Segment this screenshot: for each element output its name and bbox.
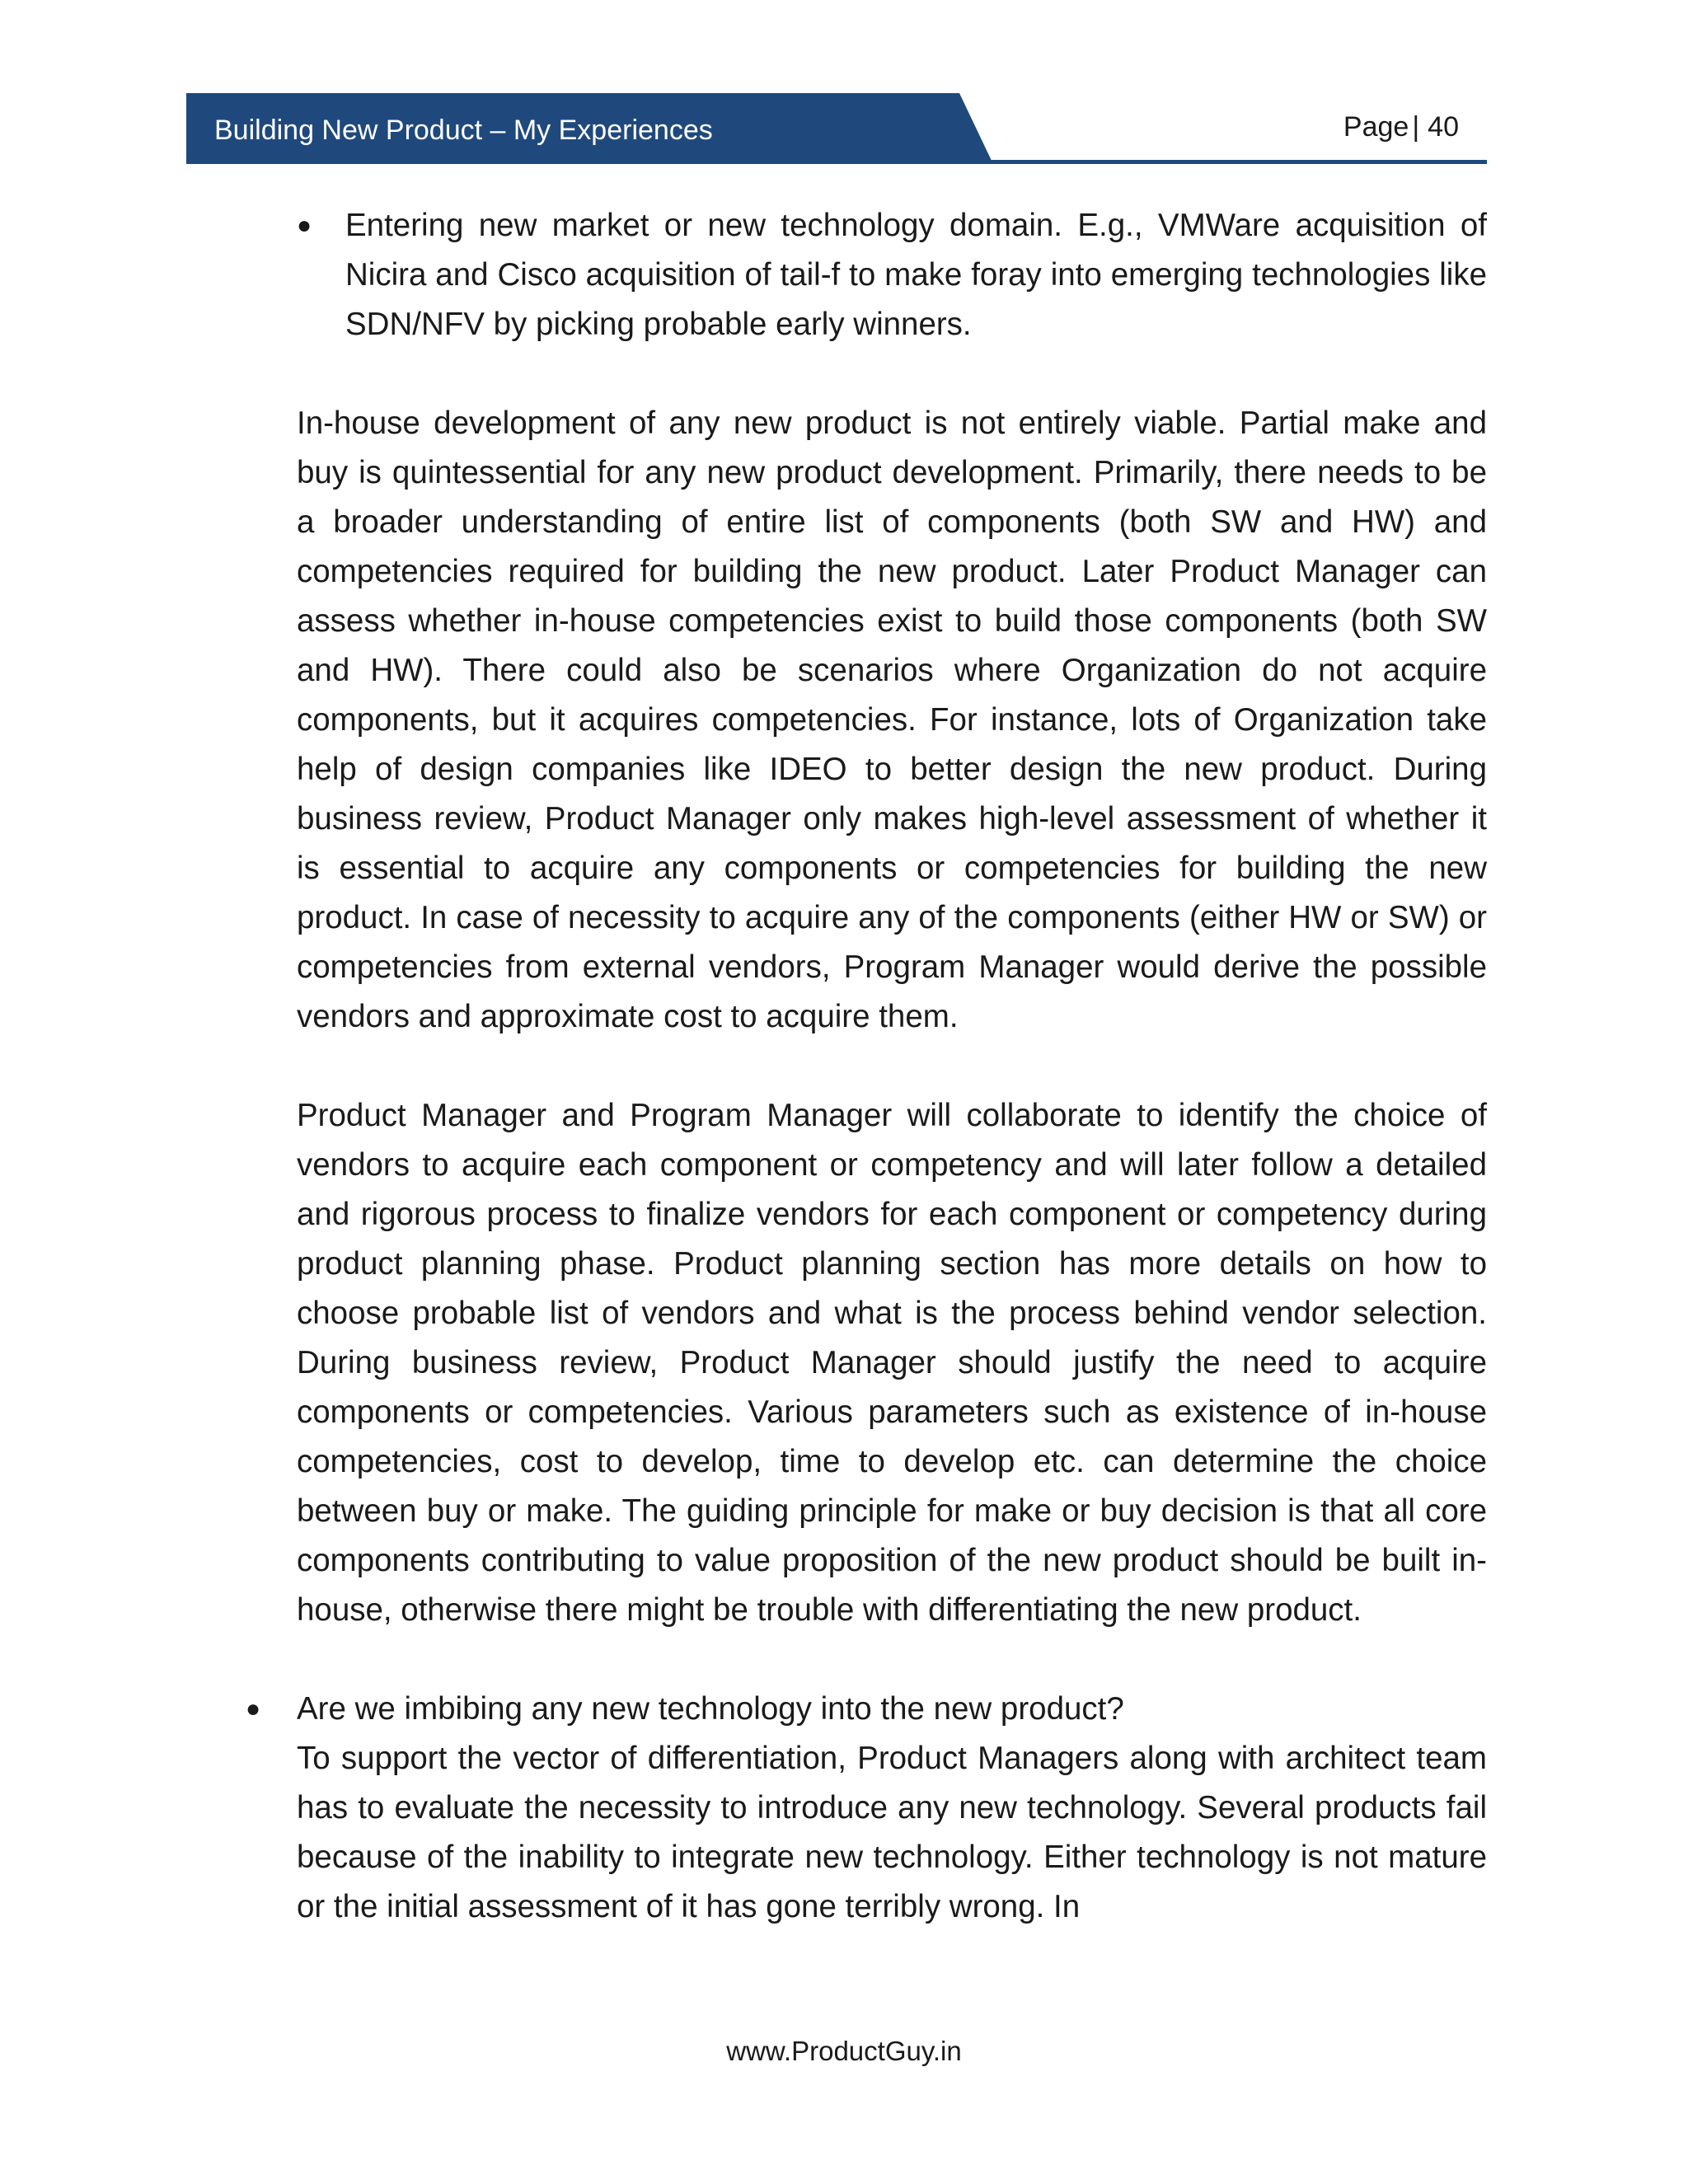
bullet-question: Are we imbibing any new technology into the new product? bbox=[297, 1691, 1124, 1727]
page-footer-site: www.ProductGuy.in bbox=[726, 2036, 962, 2066]
page-number: 40 bbox=[1428, 111, 1459, 143]
bullet-item-new-technology bbox=[246, 1685, 1487, 1932]
bullet-text: Entering new market or new technology domain. E.g., VMWare acquisition of Nicira and Cisco acquisition of tail-f to make foray into emerging technologies like SDN/NFV by picking probable early winners. bbox=[345, 208, 1487, 342]
page-label: Page bbox=[1343, 111, 1409, 143]
bullet-icon: ● bbox=[297, 212, 312, 239]
page-number-block bbox=[1343, 111, 1459, 143]
header-rule bbox=[186, 160, 1487, 164]
paragraph-vendor-selection: Product Manager and Program Manager will collaborate to identify the choice of vendors to acquire each component or competency and will later follow a detailed and rigorous process to finalize vendors for each component or competency during product planning phase. Product planning section has more details on how to choose probable list of vendors and what is the process behind vendor selection. During business review, Product Manager should justify the need to acquire components or competencies. Various parameters such as existence of in-house competencies, cost to develop, time to develop etc. can determine the choice between buy or make. The guiding principle for make or buy decision is that all core components contributing to value proposition of the new product should be built in-house, otherwise there might be trouble with differentiating the new product. bbox=[297, 1098, 1487, 1628]
bullet-body-text: To support the vector of differentiation, Product Managers along with architect team has to evaluate the necessity to introduce any new technology. Several products fail because of the inability to integrate new technology. Either technology is not mature or the initial assessment of it has gone terribly wrong. In bbox=[297, 1741, 1487, 1924]
bullet-item-market-entry bbox=[297, 201, 1487, 349]
paragraph-in-house-development: In-house development of any new product is not entirely viable. Partial make and buy is quintessential for any new product development. Primarily, there needs to be a broader understanding of entire list of components (both SW and HW) and competencies required for building the new product. Later Product Manager can assess whether in-house competencies exist to build those components (both SW and HW). There could also be scenarios where Organization do not acquire components, but it acquires competencies. For instance, lots of Organization take help of design companies like IDEO to better design the new product. During business review, Product Manager only makes high-level assessment of whether it is essential to acquire any components or competencies for building the new product. In case of necessity to acquire any of the components (either HW or SW) or competencies from external vendors, Program Manager would derive the possible vendors and approximate cost to acquire them. bbox=[297, 405, 1487, 1034]
bullet-icon: ● bbox=[246, 1695, 261, 1722]
page-separator: | bbox=[1412, 111, 1420, 143]
page-body bbox=[246, 201, 1487, 1932]
page-header bbox=[186, 93, 1487, 167]
running-header-title: Building New Product – My Experiences bbox=[214, 115, 713, 146]
